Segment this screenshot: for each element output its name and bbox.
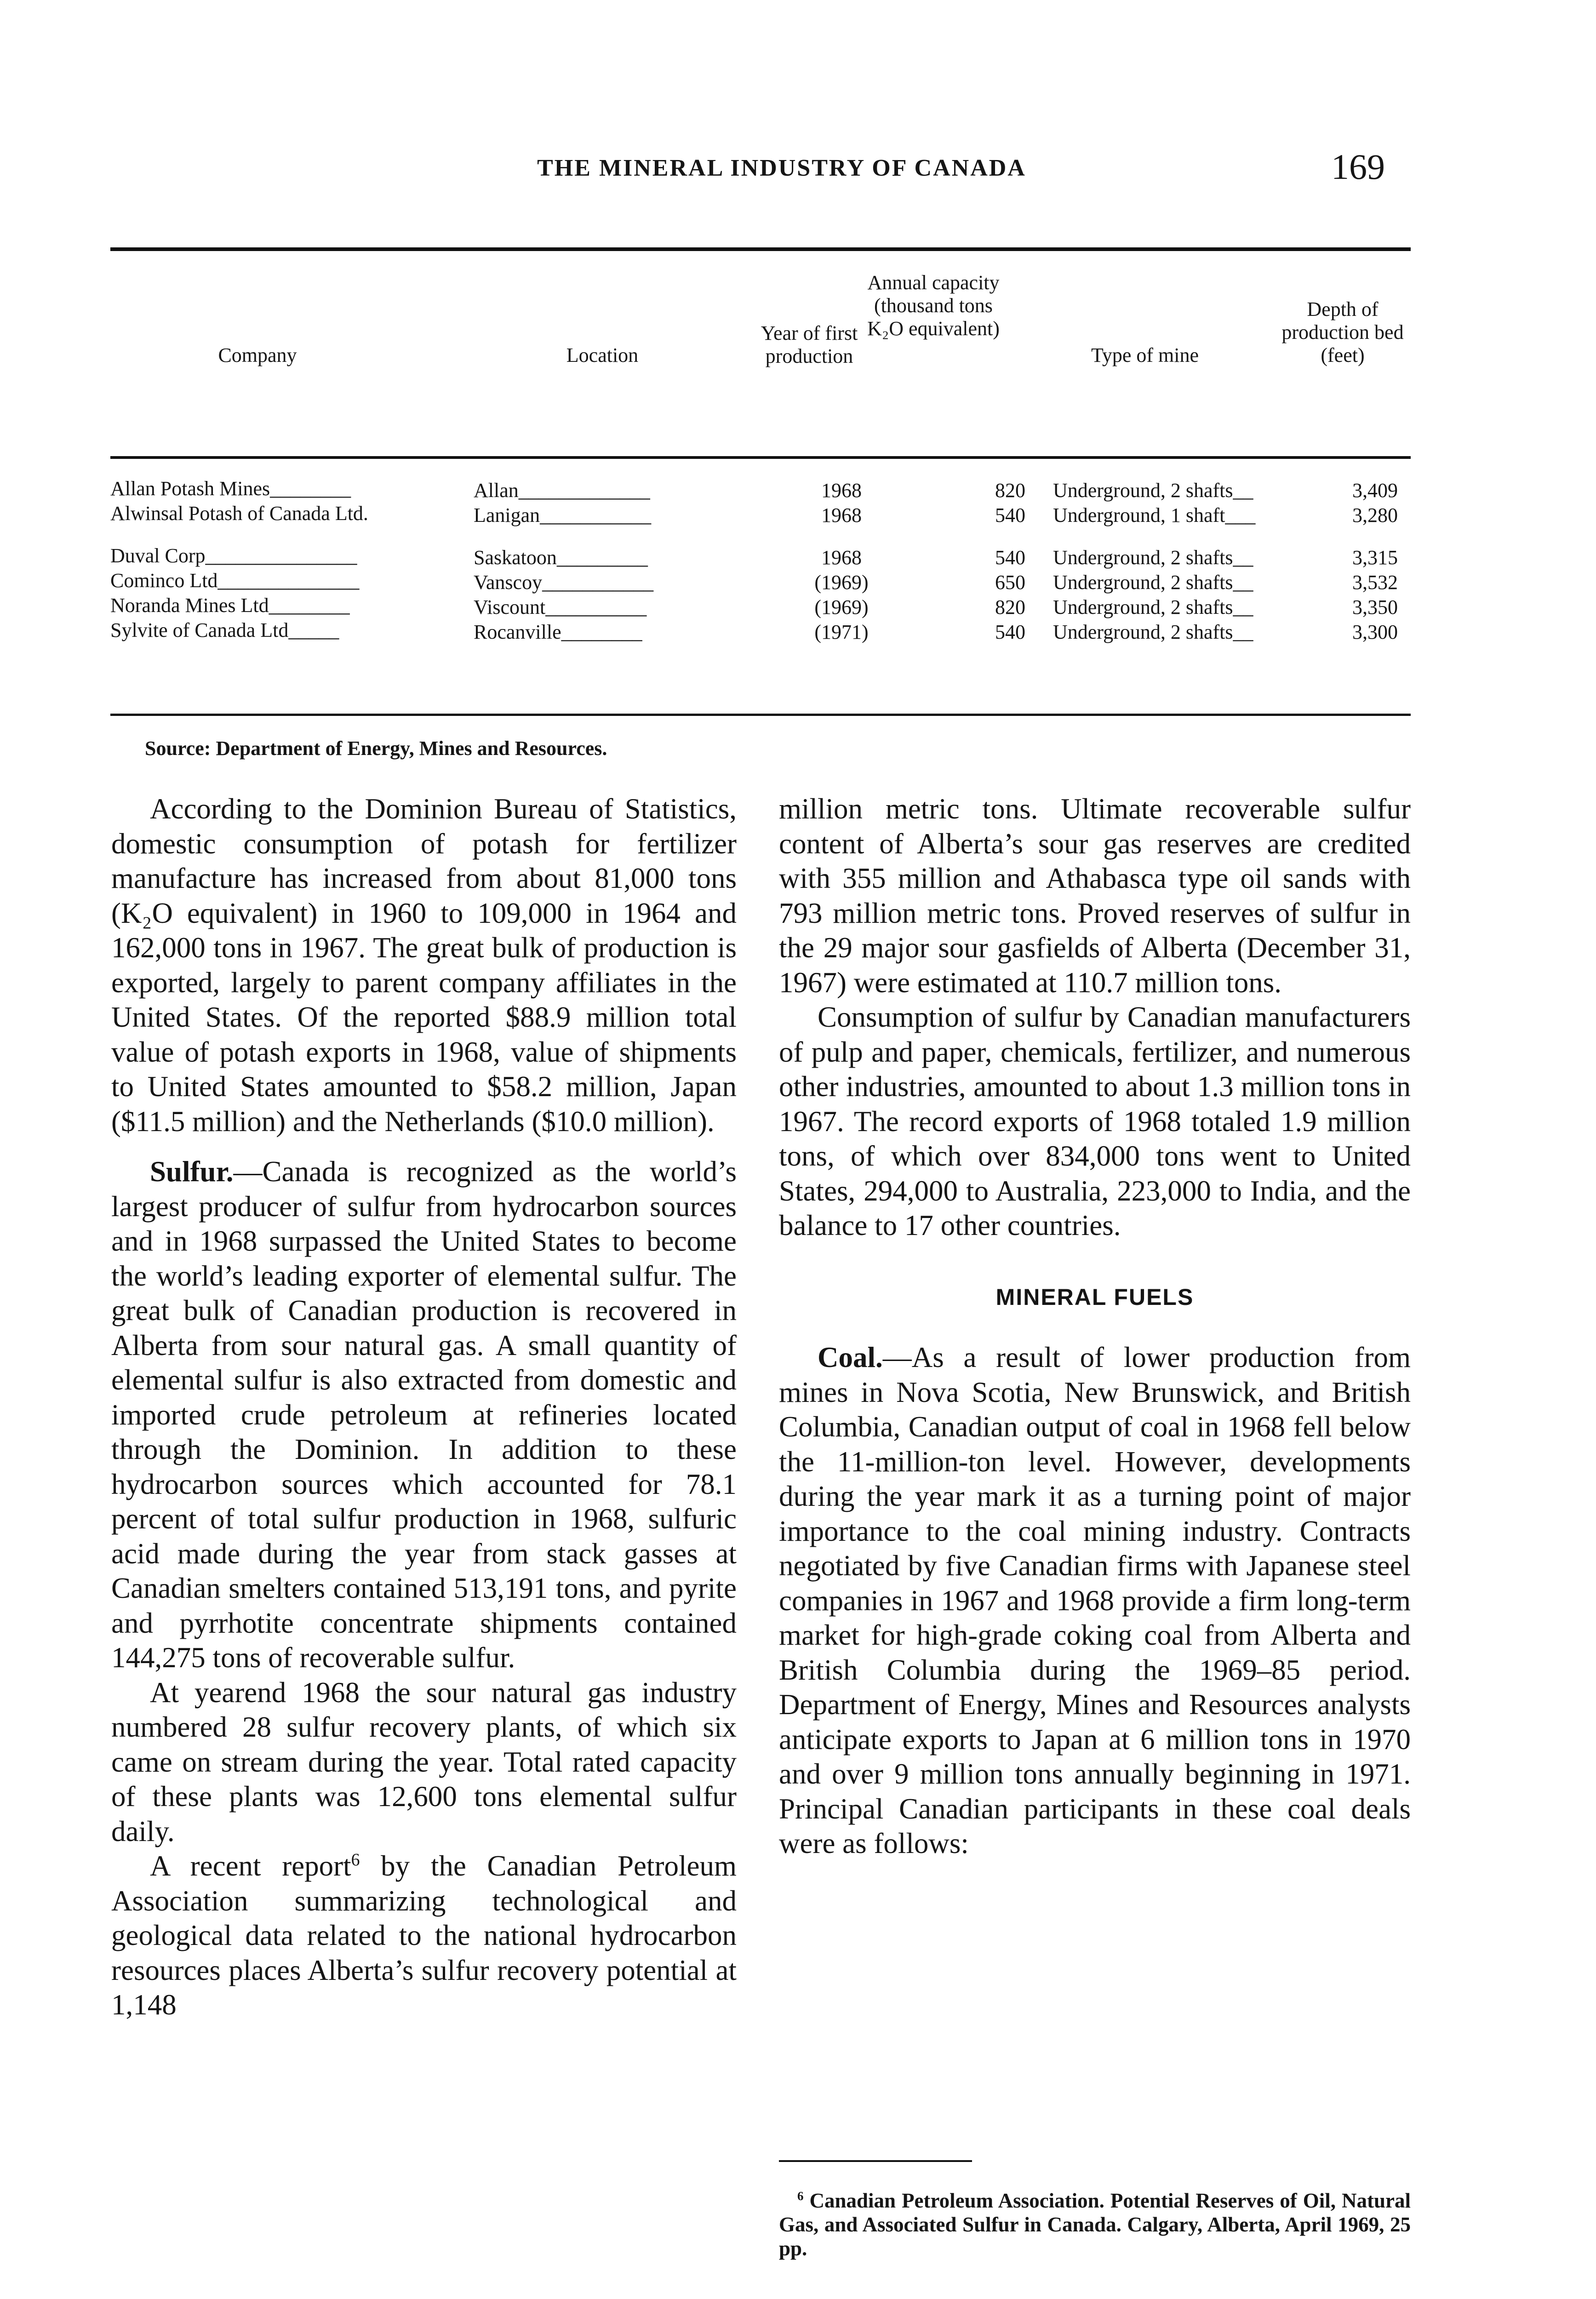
sulfur-run-in-heading: Sulfur. xyxy=(150,1155,234,1188)
cell-location: Vanscoy___________ xyxy=(474,571,654,594)
coal-run-in-heading: Coal. xyxy=(818,1341,883,1373)
cell-depth: 3,280 xyxy=(1352,504,1398,526)
paragraph-sulfur-recovery-plants: At yearend 1968 the sour natural gas industry numbered 28 sulfur recovery plants, of which six came on stream during the year. Total rated capacity of these plants was 12,600 tons elemental sulfur daily. xyxy=(111,1676,737,1847)
right-text-column xyxy=(779,792,1411,1861)
paragraph-petroleum-report xyxy=(111,1849,737,2023)
cell-year: (1969) xyxy=(814,596,869,618)
cell-depth: 3,315 xyxy=(1352,546,1398,569)
cell-capacity: 540 xyxy=(995,546,1025,569)
left-text-column xyxy=(111,792,737,2023)
column-header-capacity: Annual capacity (thousand tons K₂O equivalent) xyxy=(867,271,1000,340)
cell-type: Underground, 2 shafts__ xyxy=(1053,571,1253,594)
cell-year: 1968 xyxy=(821,479,862,502)
cell-capacity: 540 xyxy=(995,504,1025,526)
cell-type: Underground, 1 shaft___ xyxy=(1053,504,1256,526)
cell-type: Underground, 2 shafts__ xyxy=(1053,596,1253,618)
cell-year: 1968 xyxy=(821,546,862,569)
column-header-type: Type of mine xyxy=(1091,344,1199,366)
report-text-start: A recent report xyxy=(150,1850,351,1882)
cell-company: Alwinsal Potash of Canada Ltd. xyxy=(110,502,368,525)
table-top-rule xyxy=(110,247,1411,251)
cell-type: Underground, 2 shafts__ xyxy=(1053,546,1253,569)
cell-location: Rocanville________ xyxy=(474,621,642,643)
table-source-note: Source: Department of Energy, Mines and Resources. xyxy=(145,737,607,760)
sulfur-text: —Canada is recognized as the world’s largest producer of sulfur from hydrocarbon sources and in 1968 surpassed the United States to become the world’s leading exporter of elemental sulfur. The great bulk of Canadian production is recovered in Alberta from sour natural gas. A small quantity of elemental sulfur is also extracted from domestic and imported crude petroleum at refineries located through the Dominion. In addition to these hydrocarbon sources which accounted for 78.1 percent of total sulfur production in 1968, sulfuric acid made during the year from stack gasses at Canadian smelters contained 513,191 tons, and pyrite and pyrrhotite concentrate shipments contained 144,275 tons of recoverable sulfur. xyxy=(111,1155,737,1674)
report-text-end: by the Canadian Petroleum Association summarizing technological and geological data related to the national hydrocarbon resources places Alberta’s sulfur recovery potential at 1,148 xyxy=(111,1850,737,2021)
cell-capacity: 820 xyxy=(995,479,1025,502)
paragraph-coal xyxy=(779,1340,1411,1861)
table-row xyxy=(110,570,1411,595)
cell-location: Saskatoon_________ xyxy=(474,546,648,569)
footnote-marker: 6 xyxy=(797,2189,804,2203)
footnote-rule xyxy=(779,2160,972,2162)
cell-depth: 3,532 xyxy=(1352,571,1398,594)
section-heading-mineral-fuels: MINERAL FUELS xyxy=(995,1284,1194,1310)
cell-location: Allan_____________ xyxy=(474,479,650,502)
cell-year: (1969) xyxy=(814,571,869,594)
cell-depth: 3,409 xyxy=(1352,479,1398,502)
cell-company: Allan Potash Mines________ xyxy=(110,477,351,500)
column-header-location: Location xyxy=(566,344,639,366)
cell-year: 1968 xyxy=(821,504,862,526)
cell-capacity: 540 xyxy=(995,621,1025,643)
cell-capacity: 820 xyxy=(995,596,1025,618)
cell-type: Underground, 2 shafts__ xyxy=(1053,479,1253,502)
paragraph-sulfur-reserves: million metric tons. Ultimate recoverable sulfur content of Alberta’s sour gas reserves are credited with 355 million and Athabasca type oil sands with 793 million metric tons. Proved reserves of sulfur in the 29 major sour gasfields of Alberta (December 31, 1967) were estimated at 110.7 million tons. xyxy=(779,793,1411,999)
cell-company: Duval Corp_______________ xyxy=(110,544,357,567)
table-header-rule xyxy=(110,456,1411,459)
cell-capacity: 650 xyxy=(995,571,1025,594)
cell-depth: 3,350 xyxy=(1352,596,1398,618)
table-row xyxy=(110,595,1411,620)
page-number: 169 xyxy=(1331,147,1385,187)
coal-text: —As a result of lower production from mines in Nova Scotia, New Brunswick, and British Columbia, Canadian output of coal in 1968 fell below the 11-million-ton level. However, developments during the year mark it as a turning point of major importance to the coal mining industry. Contracts negotiated by five Canadian firms with Japanese steel companies in 1967 and 1968 provide a firm long-term market for high-grade coking coal from Alberta and British Columbia during the 1969–85 period. Department of Energy, Mines and Resources analysts anticipate exports to Japan at 6 million tons in 1970 and over 9 million tons annually beginning in 1971. Principal Canadian participants in these coal deals were as follows: xyxy=(779,1341,1411,1859)
paragraph-potash-consumption: According to the Dominion Bureau of Statistics, domestic consumption of potash for fertilizer manufacture has increased from about 81,000 tons (K₂O equivalent) in 1960 to 109,000 in 1964 and 162,000 tons in 1967. The great bulk of production is exported, largely to parent company affiliates in the United States. Of the reported $88.9 million total value of potash exports in 1968, value of shipments to United States amounted to $58.2 million, Japan ($11.5 million) and the Netherlands ($10.0 million). xyxy=(111,793,737,1138)
cell-location: Lanigan___________ xyxy=(474,504,652,526)
footnote-reference: 6 xyxy=(351,1850,360,1870)
paragraph-sulfur-consumption: Consumption of sulfur by Canadian manufacturers of pulp and paper, chemicals, fertilizer, and numerous other industries, amounted to about 1.3 million tons in 1967. The record exports of 1968 totaled 1.9 million tons, of which over 834,000 tons went to United States, 294,000 to Australia, 223,000 to India, and the balance to 17 other countries. xyxy=(779,1001,1411,1241)
table-bottom-rule xyxy=(110,714,1411,716)
footnote xyxy=(779,2189,1411,2260)
column-header-depth: Depth of production bed (feet) xyxy=(1281,298,1404,366)
column-header-year: Year of first production xyxy=(761,322,858,367)
cell-depth: 3,300 xyxy=(1352,621,1398,643)
cell-year: (1971) xyxy=(814,621,869,643)
cell-company: Cominco Ltd______________ xyxy=(110,569,360,592)
running-header: THE MINERAL INDUSTRY OF CANADA xyxy=(537,155,1026,181)
cell-location: Viscount__________ xyxy=(474,596,647,618)
table-row xyxy=(110,545,1411,570)
footnote-text: Canadian Petroleum Association. Potential Reserves of Oil, Natural Gas, and Associated Sulfur in Canada. Calgary, Alberta, April 1969, 25 pp. xyxy=(779,2189,1411,2260)
cell-company: Noranda Mines Ltd________ xyxy=(110,594,350,617)
potash-mines-table xyxy=(110,478,1411,645)
column-header-company: Company xyxy=(218,344,297,366)
table-row xyxy=(110,478,1411,503)
cell-type: Underground, 2 shafts__ xyxy=(1053,621,1253,643)
paragraph-sulfur xyxy=(111,1155,737,1676)
table-row xyxy=(110,620,1411,645)
cell-company: Sylvite of Canada Ltd_____ xyxy=(110,619,339,641)
